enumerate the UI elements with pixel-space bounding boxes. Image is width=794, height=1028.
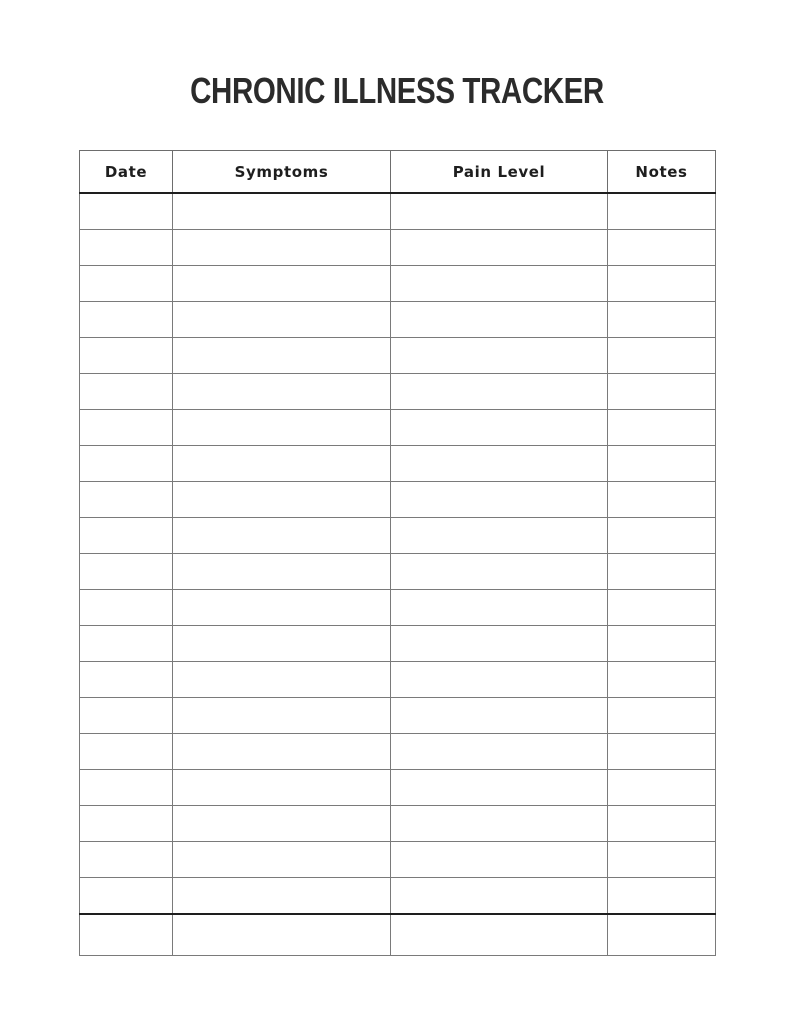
table-row bbox=[80, 806, 716, 842]
symptoms-cell[interactable] bbox=[173, 266, 391, 302]
symptoms-cell[interactable] bbox=[173, 806, 391, 842]
pain-level-cell[interactable] bbox=[391, 554, 608, 590]
table-row bbox=[80, 842, 716, 878]
notes-cell[interactable] bbox=[608, 374, 716, 410]
symptoms-cell[interactable] bbox=[173, 302, 391, 338]
notes-cell[interactable] bbox=[608, 446, 716, 482]
pain-level-cell[interactable] bbox=[391, 662, 608, 698]
table-row bbox=[80, 338, 716, 374]
pain-level-cell[interactable] bbox=[391, 878, 608, 915]
table-row bbox=[80, 734, 716, 770]
notes-cell[interactable] bbox=[608, 770, 716, 806]
page-title: CHRONIC ILLNESS TRACKER bbox=[190, 70, 604, 111]
date-cell[interactable] bbox=[80, 878, 173, 915]
table-row bbox=[80, 518, 716, 554]
date-cell[interactable] bbox=[80, 446, 173, 482]
notes-cell[interactable] bbox=[608, 626, 716, 662]
date-cell[interactable] bbox=[80, 590, 173, 626]
date-cell[interactable] bbox=[80, 374, 173, 410]
table-row bbox=[80, 626, 716, 662]
pain-level-cell[interactable] bbox=[391, 626, 608, 662]
symptoms-cell[interactable] bbox=[173, 698, 391, 734]
table-row bbox=[80, 193, 716, 230]
symptoms-cell[interactable] bbox=[173, 842, 391, 878]
pain-level-cell[interactable] bbox=[391, 266, 608, 302]
date-cell[interactable] bbox=[80, 734, 173, 770]
pain-level-cell[interactable] bbox=[391, 698, 608, 734]
table-header-row bbox=[80, 151, 716, 194]
column-header-date: Date bbox=[80, 151, 173, 194]
pain-level-cell[interactable] bbox=[391, 734, 608, 770]
column-header-pain-level: Pain Level bbox=[391, 151, 608, 194]
table-row bbox=[80, 770, 716, 806]
symptoms-cell[interactable] bbox=[173, 230, 391, 266]
table-row bbox=[80, 230, 716, 266]
notes-cell[interactable] bbox=[608, 590, 716, 626]
tracker-table bbox=[79, 150, 716, 956]
symptoms-cell[interactable] bbox=[173, 338, 391, 374]
table-row bbox=[80, 698, 716, 734]
symptoms-cell[interactable] bbox=[173, 734, 391, 770]
notes-cell[interactable] bbox=[608, 698, 716, 734]
pain-level-cell[interactable] bbox=[391, 590, 608, 626]
table-row bbox=[80, 266, 716, 302]
date-cell[interactable] bbox=[80, 266, 173, 302]
notes-cell[interactable] bbox=[608, 338, 716, 374]
table-row bbox=[80, 914, 716, 956]
notes-cell[interactable] bbox=[608, 266, 716, 302]
date-cell[interactable] bbox=[80, 482, 173, 518]
table-row bbox=[80, 302, 716, 338]
date-cell[interactable] bbox=[80, 914, 173, 956]
symptoms-cell[interactable] bbox=[173, 193, 391, 230]
notes-cell[interactable] bbox=[608, 302, 716, 338]
table-row bbox=[80, 878, 716, 915]
pain-level-cell[interactable] bbox=[391, 230, 608, 266]
date-cell[interactable] bbox=[80, 662, 173, 698]
date-cell[interactable] bbox=[80, 230, 173, 266]
symptoms-cell[interactable] bbox=[173, 482, 391, 518]
notes-cell[interactable] bbox=[608, 518, 716, 554]
date-cell[interactable] bbox=[80, 554, 173, 590]
date-cell[interactable] bbox=[80, 806, 173, 842]
notes-cell[interactable] bbox=[608, 878, 716, 915]
symptoms-cell[interactable] bbox=[173, 518, 391, 554]
notes-cell[interactable] bbox=[608, 230, 716, 266]
notes-cell[interactable] bbox=[608, 410, 716, 446]
table-row bbox=[80, 374, 716, 410]
pain-level-cell[interactable] bbox=[391, 914, 608, 956]
table-body bbox=[80, 193, 716, 956]
pain-level-cell[interactable] bbox=[391, 374, 608, 410]
pain-level-cell[interactable] bbox=[391, 518, 608, 554]
table-row bbox=[80, 410, 716, 446]
notes-cell[interactable] bbox=[608, 806, 716, 842]
date-cell[interactable] bbox=[80, 338, 173, 374]
date-cell[interactable] bbox=[80, 770, 173, 806]
symptoms-cell[interactable] bbox=[173, 878, 391, 915]
symptoms-cell[interactable] bbox=[173, 770, 391, 806]
notes-cell[interactable] bbox=[608, 554, 716, 590]
symptoms-cell[interactable] bbox=[173, 914, 391, 956]
symptoms-cell[interactable] bbox=[173, 554, 391, 590]
notes-cell[interactable] bbox=[608, 193, 716, 230]
pain-level-cell[interactable] bbox=[391, 338, 608, 374]
date-cell[interactable] bbox=[80, 302, 173, 338]
notes-cell[interactable] bbox=[608, 482, 716, 518]
symptoms-cell[interactable] bbox=[173, 590, 391, 626]
notes-cell[interactable] bbox=[608, 842, 716, 878]
table-row bbox=[80, 446, 716, 482]
table-row bbox=[80, 590, 716, 626]
table-row bbox=[80, 554, 716, 590]
table-row bbox=[80, 482, 716, 518]
column-header-symptoms: Symptoms bbox=[173, 151, 391, 194]
pain-level-cell[interactable] bbox=[391, 302, 608, 338]
date-cell[interactable] bbox=[80, 518, 173, 554]
pain-level-cell[interactable] bbox=[391, 770, 608, 806]
date-cell[interactable] bbox=[80, 842, 173, 878]
notes-cell[interactable] bbox=[608, 662, 716, 698]
symptoms-cell[interactable] bbox=[173, 662, 391, 698]
date-cell[interactable] bbox=[80, 698, 173, 734]
pain-level-cell[interactable] bbox=[391, 482, 608, 518]
pain-level-cell[interactable] bbox=[391, 410, 608, 446]
symptoms-cell[interactable] bbox=[173, 410, 391, 446]
notes-cell[interactable] bbox=[608, 734, 716, 770]
symptoms-cell[interactable] bbox=[173, 374, 391, 410]
symptoms-cell[interactable] bbox=[173, 626, 391, 662]
column-header-notes: Notes bbox=[608, 151, 716, 194]
symptoms-cell[interactable] bbox=[173, 446, 391, 482]
pain-level-cell[interactable] bbox=[391, 193, 608, 230]
date-cell[interactable] bbox=[80, 410, 173, 446]
pain-level-cell[interactable] bbox=[391, 842, 608, 878]
date-cell[interactable] bbox=[80, 193, 173, 230]
table-row bbox=[80, 662, 716, 698]
pain-level-cell[interactable] bbox=[391, 806, 608, 842]
date-cell[interactable] bbox=[80, 626, 173, 662]
pain-level-cell[interactable] bbox=[391, 446, 608, 482]
notes-cell[interactable] bbox=[608, 914, 716, 956]
